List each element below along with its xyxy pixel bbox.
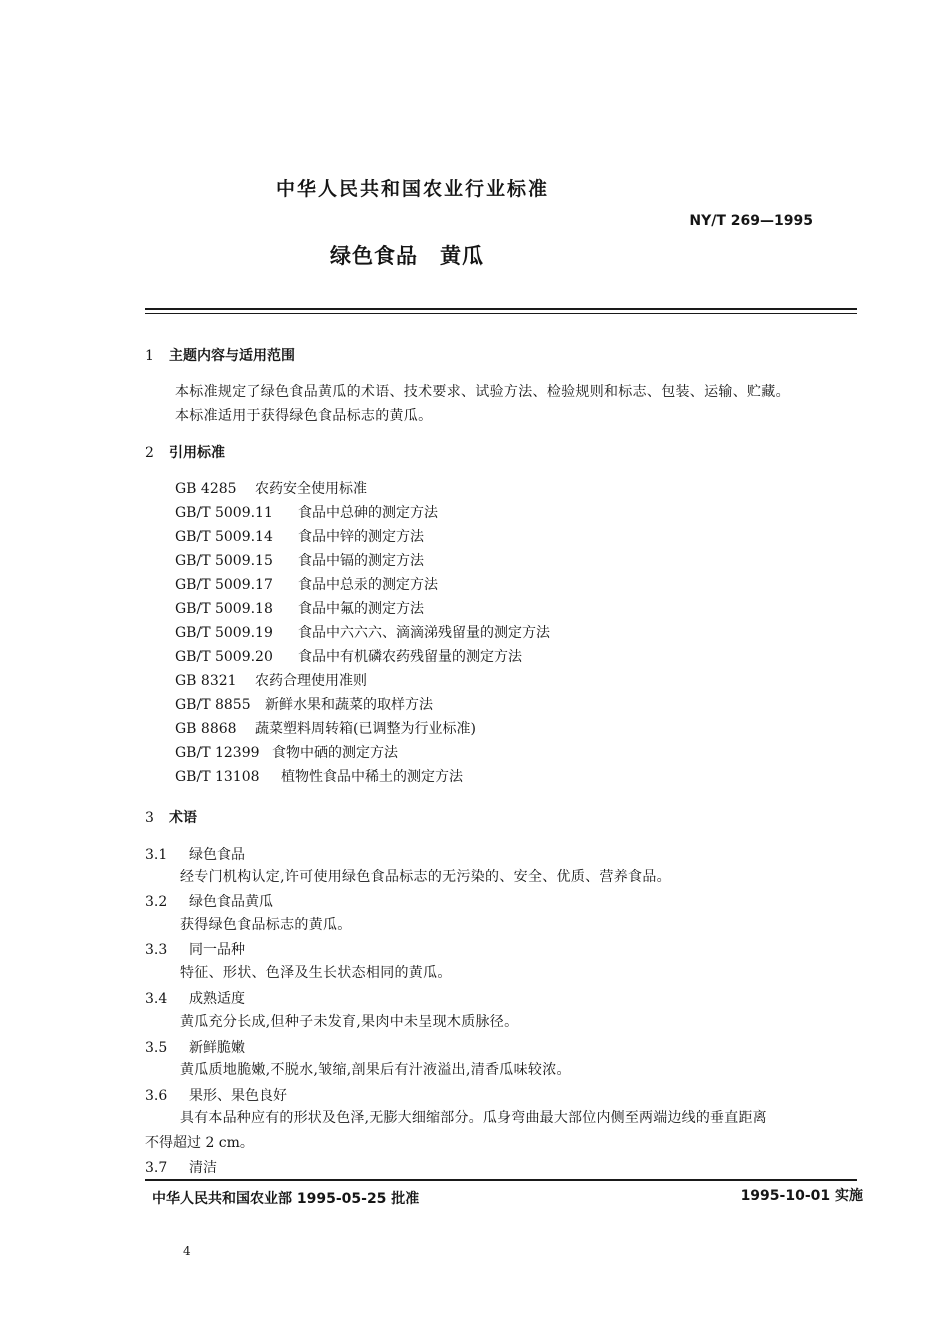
reference-title: 食品中六六六、滴滴涕残留量的测定方法 [298, 625, 550, 641]
section-1-paragraph: 本标准适用于获得绿色食品标志的黄瓜。 [175, 408, 433, 424]
section-3-heading [145, 807, 197, 827]
term-heading [145, 1037, 245, 1057]
term-definition: 黄瓜充分长成,但种子未发育,果肉中未呈现木质脉径。 [180, 1014, 519, 1030]
reference-item [175, 670, 367, 690]
section-2-heading [145, 442, 225, 462]
term-heading [145, 939, 245, 959]
reference-title: 食品中有机磷农药残留量的测定方法 [298, 649, 522, 665]
reference-code: GB/T 5009.20 [175, 649, 273, 665]
reference-title: 食品中总汞的测定方法 [298, 577, 438, 593]
document-title: 绿色食品 黄瓜 [330, 244, 484, 268]
reference-code: GB 8321 [175, 673, 237, 689]
reference-code: GB/T 13108 [175, 769, 260, 785]
reference-item [175, 526, 424, 546]
reference-item [175, 718, 476, 738]
section-1-paragraph: 本标准规定了绿色食品黄瓜的术语、技术要求、试验方法、检验规则和标志、包装、运输、贮藏。 [175, 384, 790, 400]
term-definition: 具有本品种应有的形状及色泽,无膨大细缩部分。瓜身弯曲最大部位内侧至两端边线的垂直距离 [180, 1110, 767, 1126]
section-number: 3 [145, 810, 154, 826]
term-name: 绿色食品 [189, 847, 245, 863]
reference-code: GB/T 5009.18 [175, 601, 273, 617]
reference-item [175, 574, 438, 594]
org-title: 中华人民共和国农业行业标准 [275, 178, 549, 200]
reference-title: 食品中氟的测定方法 [298, 601, 424, 617]
page-number: 4 [183, 1244, 191, 1258]
term-number: 3.4 [145, 991, 168, 1007]
term-definition: 经专门机构认定,许可使用绿色食品标志的无污染的、安全、优质、营养食品。 [180, 869, 671, 885]
approval-line: 中华人民共和国农业部 1995-05-25 批准 [152, 1191, 420, 1207]
term-definition: 黄瓜质地脆嫩,不脱水,皱缩,剖果后有汁液溢出,清香瓜味较浓。 [180, 1062, 571, 1078]
footer-divider [145, 1179, 857, 1181]
term-heading [145, 988, 245, 1008]
reference-title: 农药安全使用标准 [255, 481, 367, 497]
reference-item [175, 550, 424, 570]
reference-code: GB/T 5009.19 [175, 625, 273, 641]
reference-code: GB 8868 [175, 721, 237, 737]
term-definition: 获得绿色食品标志的黄瓜。 [180, 917, 352, 933]
term-name: 清洁 [189, 1160, 217, 1176]
reference-code: GB/T 5009.15 [175, 553, 273, 569]
reference-item [175, 502, 438, 522]
reference-code: GB/T 12399 [175, 745, 260, 761]
section-title: 主题内容与适用范围 [169, 348, 295, 364]
section-title: 引用标准 [169, 445, 225, 461]
reference-code: GB/T 5009.11 [175, 505, 273, 521]
term-definition: 特征、形状、色泽及生长状态相同的黄瓜。 [180, 965, 452, 981]
reference-item [175, 478, 367, 498]
reference-item [175, 598, 424, 618]
reference-title: 食品中镉的测定方法 [298, 553, 424, 569]
effective-date: 1995-10-01 实施 [740, 1188, 863, 1204]
reference-title: 农药合理使用准则 [255, 673, 367, 689]
section-1-heading [145, 345, 295, 365]
reference-item [175, 742, 398, 762]
reference-item [175, 646, 522, 666]
reference-title: 食物中硒的测定方法 [272, 745, 398, 761]
term-heading [145, 844, 245, 864]
term-definition-continued: 不得超过 2 cm。 [145, 1135, 254, 1151]
reference-item [175, 766, 463, 786]
reference-title: 蔬菜塑料周转箱(已调整为行业标准) [255, 721, 476, 737]
reference-code: GB/T 5009.14 [175, 529, 273, 545]
term-name: 新鲜脆嫩 [189, 1040, 245, 1056]
term-heading [145, 1085, 287, 1105]
term-number: 3.2 [145, 894, 168, 910]
reference-code: GB/T 8855 [175, 697, 251, 713]
term-heading [145, 1157, 217, 1177]
reference-title: 食品中锌的测定方法 [298, 529, 424, 545]
reference-item [175, 694, 433, 714]
term-name: 果形、果色良好 [189, 1088, 287, 1104]
section-title: 术语 [169, 810, 197, 826]
reference-item [175, 622, 550, 642]
header-divider-bottom [145, 313, 857, 314]
reference-code: GB 4285 [175, 481, 237, 497]
section-number: 1 [145, 348, 154, 364]
term-number: 3.1 [145, 847, 168, 863]
term-name: 绿色食品黄瓜 [189, 894, 273, 910]
term-number: 3.7 [145, 1160, 168, 1176]
reference-title: 食品中总砷的测定方法 [298, 505, 438, 521]
term-heading [145, 891, 273, 911]
term-number: 3.3 [145, 942, 168, 958]
reference-title: 植物性食品中稀土的测定方法 [281, 769, 463, 785]
section-number: 2 [145, 445, 154, 461]
term-number: 3.6 [145, 1088, 168, 1104]
term-name: 成熟适度 [189, 991, 245, 1007]
reference-title: 新鲜水果和蔬菜的取样方法 [265, 697, 433, 713]
reference-code: GB/T 5009.17 [175, 577, 273, 593]
term-number: 3.5 [145, 1040, 168, 1056]
header-divider-top [145, 308, 857, 310]
standard-code: NY/T 269—1995 [689, 213, 813, 229]
term-name: 同一品种 [189, 942, 245, 958]
